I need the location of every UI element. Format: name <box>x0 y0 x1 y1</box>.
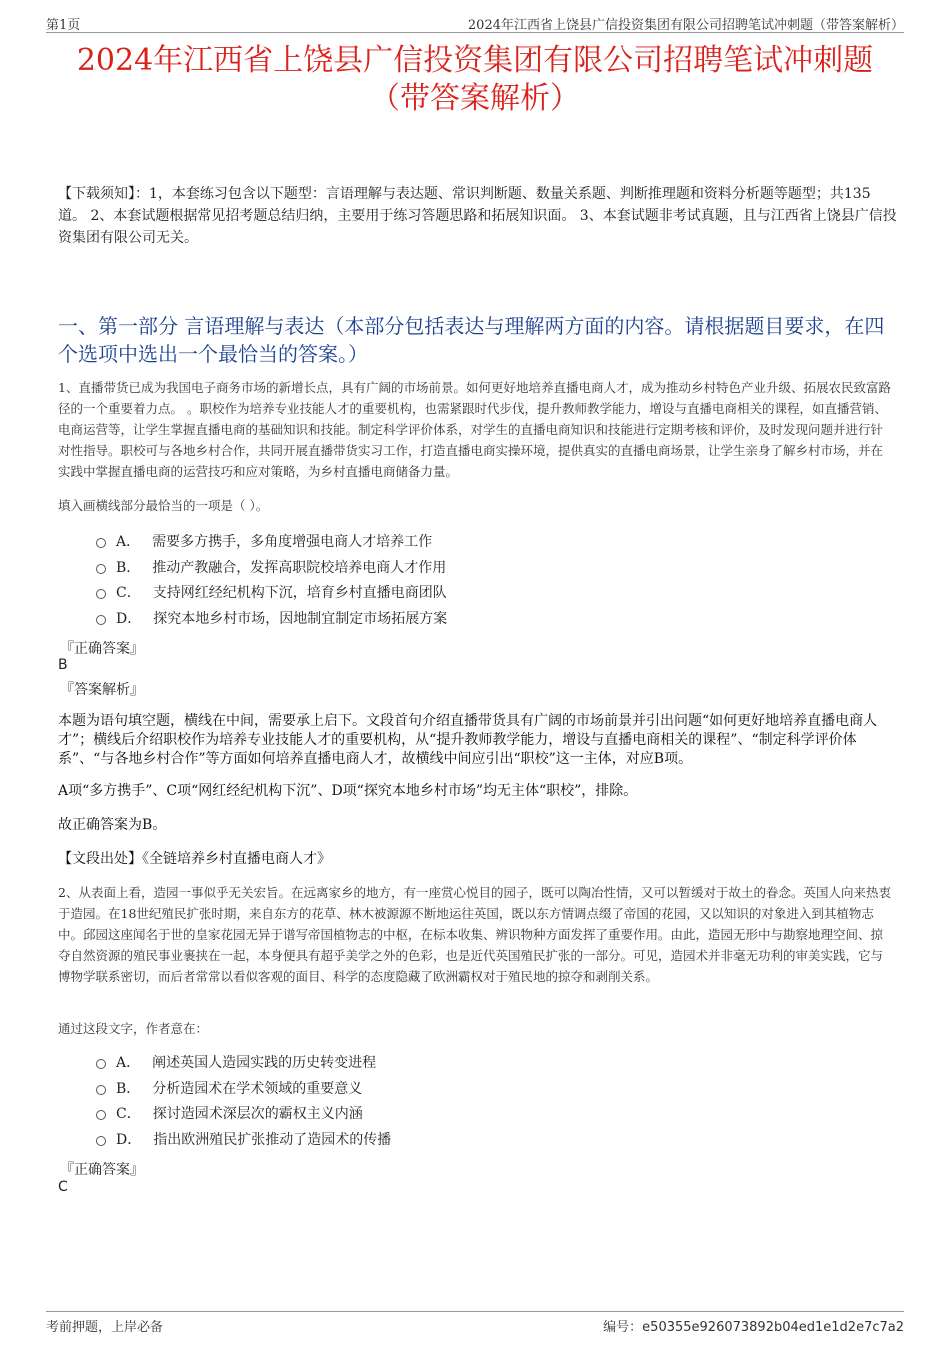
question-2-option-d[interactable] <box>96 1126 391 1152</box>
page-number: 第1页 <box>46 18 81 33</box>
option-letter: D． <box>116 1131 142 1148</box>
question-2-answer: C <box>58 1179 68 1195</box>
question-1-answer-label: 『正确答案』 <box>60 641 144 657</box>
question-1-analysis-paragraph: 本题为语句填空题，横线在中间，需要承上启下。文段首句介绍直播带货具有广阔的市场前景并引出问题“如何更好地培养直播电商人才”；横线后介绍职校作为培养专业技能人才的重要机构，从“提升教师教学能力，增设与直播电商相关的课程”、“制定科学评价体系”、“与各地乡村合作”等方面如何培养直播电商人才，故横线中间应引出“职校”这一主体，对应B项。 <box>58 713 878 767</box>
header-doc-title: 2024年江西省上饶县广信投资集团有限公司招聘笔试冲刺题（带答案解析） <box>467 18 904 33</box>
question-1-option-d[interactable] <box>96 605 447 631</box>
option-text: 分析造园术在学术领域的重要意义 <box>152 1080 363 1097</box>
question-1-analysis-label: 『答案解析』 <box>60 682 144 698</box>
question-1-analysis-paragraph: 故正确答案为B。 <box>58 817 167 833</box>
page-footer <box>46 1311 904 1334</box>
question-1-option-a[interactable] <box>96 528 447 554</box>
question-2-option-b[interactable] <box>96 1075 391 1101</box>
title-line-2: （带答案解析） <box>370 81 580 116</box>
question-1-source: 【文段出处】《全链培养乡村直播电商人才》 <box>58 851 331 867</box>
radio-icon[interactable] <box>96 564 106 574</box>
question-2-text: 2、从表面上看，造园一事似乎无关宏旨。在远离家乡的地方，有一座赏心悦目的园子，既可以陶冶性情，又可以暂缓对于故土的眷念。英国人向来热衷于造园。在18世纪殖民扩张时期，来自东方的花草、林木被源源不断地运往英国，既以东方情调点缀了帝国的花园，又以知识的对象进入到其植物志中。邱园这座闻名于世的皇家花园无异于谱写帝国植物志的中枢，在标本收集、辨识物种方面发挥了重要作用。由此，造园无形中与勘察地理空间、掠夺自然资源的殖民事业裹挟在一起，本身便具有超乎美学之外的色彩，也是近代英国殖民扩张的一部分。可见，造园术并非毫无功利的审美实践，它与博物学联系密切，而后者常常以看似客观的面目、科学的态度隐藏了欧洲霸权对于殖民地的掠夺和剥削关系。 <box>58 885 891 984</box>
option-letter: B． <box>116 559 141 576</box>
option-letter: C． <box>116 1106 141 1123</box>
option-letter: A． <box>116 1054 141 1071</box>
title-line-1: 2024年江西省上饶县广信投资集团有限公司招聘笔试冲刺题 <box>76 43 874 78</box>
radio-icon[interactable] <box>96 538 106 548</box>
option-letter: A． <box>116 533 141 550</box>
question-2-options <box>96 1049 391 1152</box>
radio-icon[interactable] <box>96 1136 106 1146</box>
option-letter: D． <box>116 610 142 627</box>
option-letter: C． <box>116 585 141 602</box>
footer-slogan: 考前押题，上岸必备 <box>46 1320 164 1335</box>
radio-icon[interactable] <box>96 1085 106 1095</box>
section-heading: 一、第一部分 言语理解与表达（本部分包括表达与理解两方面的内容。请根据题目要求，在四个选项中选出一个最恰当的答案。） <box>58 314 885 366</box>
question-2-option-c[interactable] <box>96 1100 391 1126</box>
document-id-code: e50355e926073892b04ed1e1d2e7c7a2 <box>642 1320 904 1335</box>
question-1-text: 1、直播带货已成为我国电子商务市场的新增长点，具有广阔的市场前景。如何更好地培养直播电商人才，成为推动乡村特色产业升级、拓展农民致富路径的一个重要着力点。 。职校作为培养专业技能人才的重要机构，也需紧跟时代步伐，提升教师教学能力，增设与直播电商相关的课程，如直播营销、电商运营等，让学生掌握直播电商的基础知识和技能。制定科学评价体系，对学生的直播电商知识和技能进行定期考核和评价，及时发现问题并进行针对性指导。职校可与各地乡村合作，共同开展直播带货实习工作，打造直播电商实操环境，提供真实的直播电商场景，让学生亲身了解乡村市场，并在实践中掌握直播电商的运营技巧和应对策略，为乡村直播电商储备力量。 <box>58 380 891 479</box>
radio-icon[interactable] <box>96 589 106 599</box>
document-id <box>603 1316 904 1335</box>
question-2-option-a[interactable] <box>96 1049 391 1075</box>
radio-icon[interactable] <box>96 1059 106 1069</box>
question-1-prompt: 填入画横线部分最恰当的一项是（ ）。 <box>58 498 269 513</box>
option-text: 需要多方携手，多角度增强电商人才培养工作 <box>152 533 433 550</box>
document-title <box>40 42 910 118</box>
download-notice: 【下载须知】：1，本套练习包含以下题型：言语理解与表达题、常识判断题、数量关系题、判断推理题和资料分析题等题型；共135道。 2、本套试题根据常见招考题总结归纳，主要用于练习答题思路和拓展知识面。 3、本套试题非考试真题，且与江西省上饶县广信投资集团有限公司无关。 <box>58 186 897 246</box>
question-1-analysis-paragraph: A项“多方携手”、C项“网红经纪机构下沉”、D项“探究本地乡村市场”均无主体“职校”，排除。 <box>58 783 638 799</box>
document-id-label: 编号： <box>603 1320 643 1335</box>
page-header <box>46 12 904 33</box>
question-2-prompt: 通过这段文字，作者意在： <box>58 1021 209 1036</box>
question-1-option-b[interactable] <box>96 554 447 580</box>
option-text: 阐述英国人造园实践的历史转变进程 <box>152 1054 377 1071</box>
question-1-option-c[interactable] <box>96 579 447 605</box>
question-1-options <box>96 528 447 631</box>
option-text: 推动产教融合，发挥高职院校培养电商人才作用 <box>152 559 447 576</box>
question-2-answer-label: 『正确答案』 <box>60 1162 144 1178</box>
radio-icon[interactable] <box>96 615 106 625</box>
option-text: 指出欧洲殖民扩张推动了造园术的传播 <box>153 1131 392 1148</box>
option-text: 探究本地乡村市场，因地制宜制定市场拓展方案 <box>153 610 448 627</box>
option-text: 探讨造园术深层次的霸权主义内涵 <box>152 1106 363 1123</box>
option-text: 支持网红经纪机构下沉，培育乡村直播电商团队 <box>152 585 447 602</box>
radio-icon[interactable] <box>96 1110 106 1120</box>
question-1-answer: B <box>58 657 68 673</box>
option-letter: B． <box>116 1080 141 1097</box>
